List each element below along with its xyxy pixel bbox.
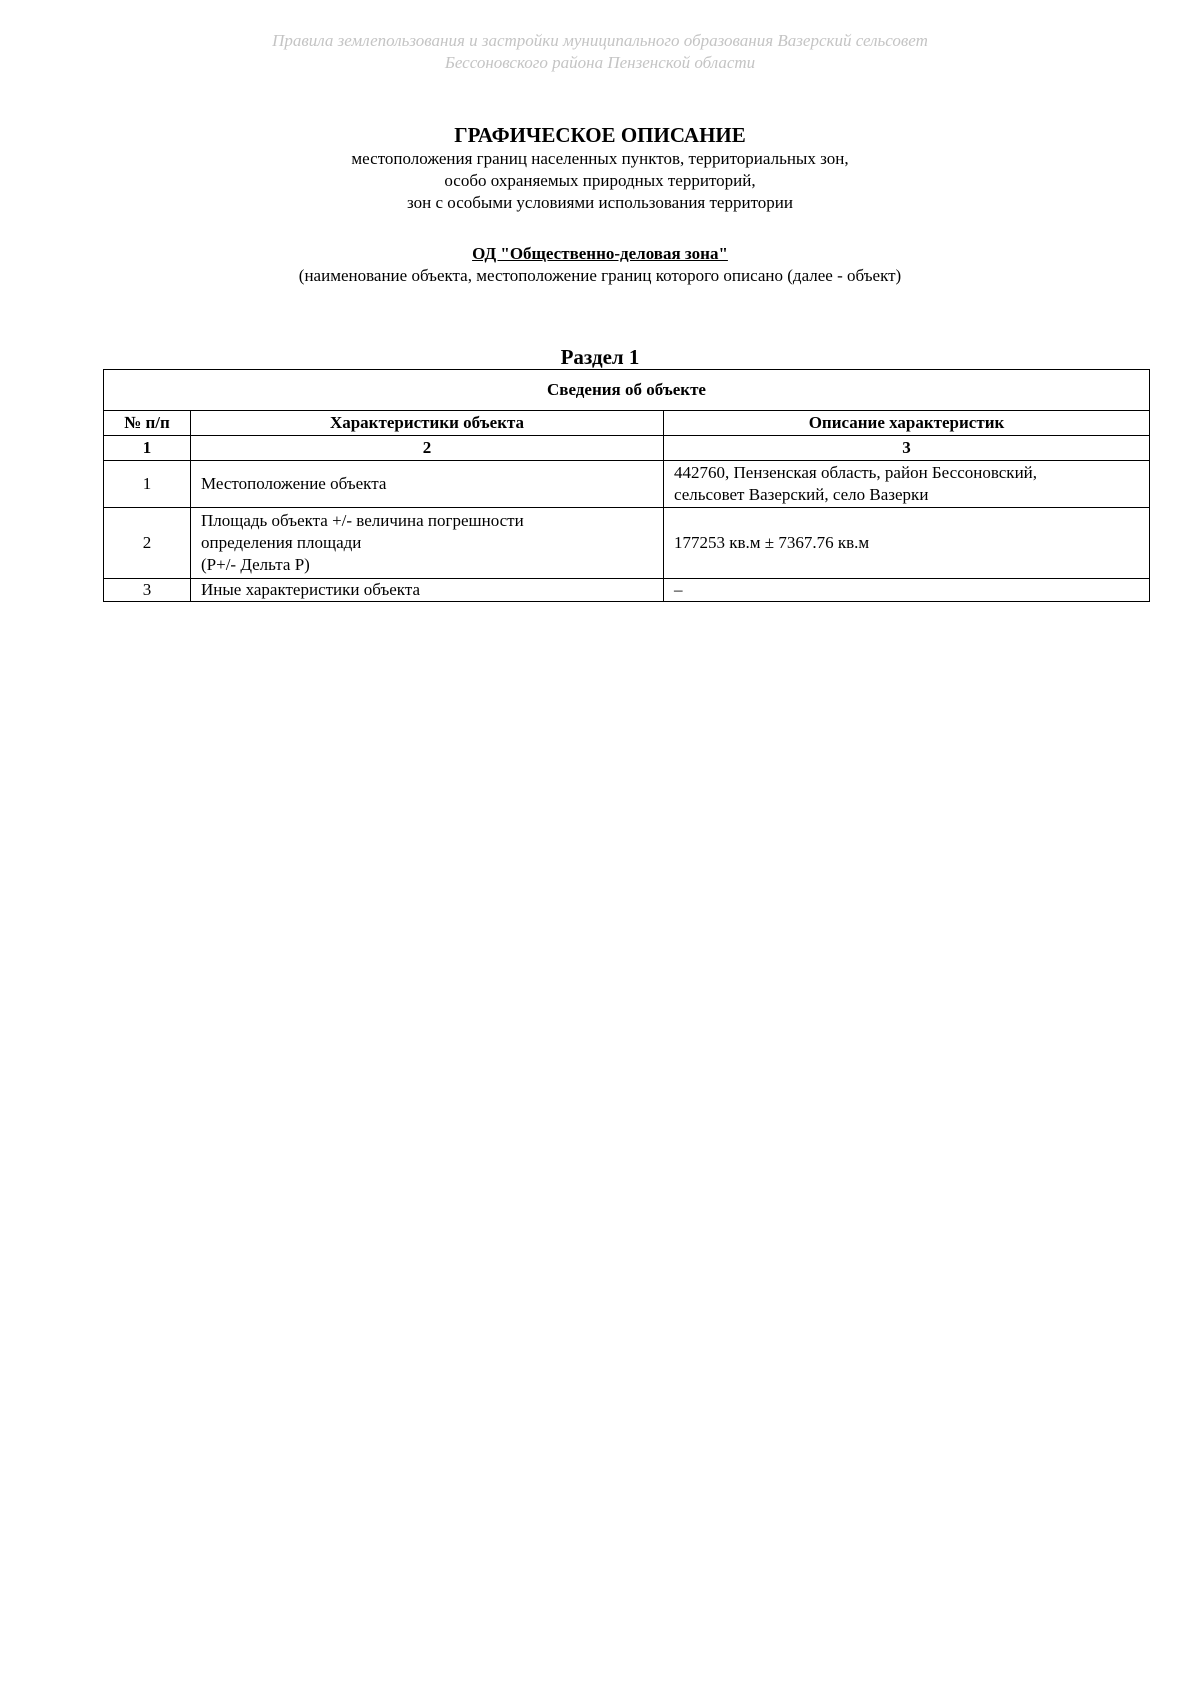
row-number: 1 [104,461,191,508]
running-header-line-1: Правила землепользования и застройки муниципального образования Вазерский сельсовет [272,31,928,50]
row-characteristic [191,461,664,508]
section-title: Раздел 1 [560,345,640,369]
column-number-row [104,436,1150,461]
header-number: № п/п [104,411,191,436]
header-description: Описание характеристик [664,411,1150,436]
column-number-2: 2 [191,436,664,461]
table-caption-row [104,370,1150,411]
description-line: 442760, Пензенская область, район Бессоновский, [674,463,1038,482]
description-line: – [674,580,683,599]
subtitle-line-3: зон с особыми условиями использования территории [407,193,793,212]
row-number: 2 [104,508,191,579]
characteristic-line: Площадь объекта +/- величина погрешности [201,511,524,530]
title-block [0,122,1200,214]
characteristic-line: определения площади [201,533,362,552]
row-characteristic [191,579,664,602]
characteristic-line: Местоположение объекта [201,474,387,493]
document-title: ГРАФИЧЕСКОЕ ОПИСАНИЕ [454,123,746,147]
description-line: 177253 кв.м ± 7367.76 кв.м [674,533,870,552]
column-number-1: 1 [104,436,191,461]
description-line: сельсовет Вазерский, село Вазерки [674,485,929,504]
table-row [104,508,1150,579]
table-row [104,461,1150,508]
object-block [0,243,1200,287]
row-number: 3 [104,579,191,602]
object-hint: (наименование объекта, местоположение границ которого описано (далее - объект) [298,266,902,285]
header-characteristic: Характеристики объекта [191,411,664,436]
characteristic-line: Иные характеристики объекта [201,580,421,599]
row-characteristic [191,508,664,579]
column-number-3: 3 [664,436,1150,461]
row-description [664,461,1150,508]
subtitle-line-1: местоположения границ населенных пунктов, территориальных зон, [351,149,849,168]
object-info-table [103,369,1150,602]
subtitle-line-2: особо охраняемых природных территорий, [444,171,756,190]
table-row [104,579,1150,602]
table-header-row [104,411,1150,436]
running-header-line-2: Бессоновского района Пензенской области [444,53,756,72]
row-description [664,579,1150,602]
table-caption: Сведения об объекте [104,370,1150,411]
row-description [664,508,1150,579]
running-header [0,30,1200,74]
characteristic-line: (P+/- Дельта P) [201,555,310,574]
object-name: ОД "Общественно-деловая зона" [472,244,728,263]
